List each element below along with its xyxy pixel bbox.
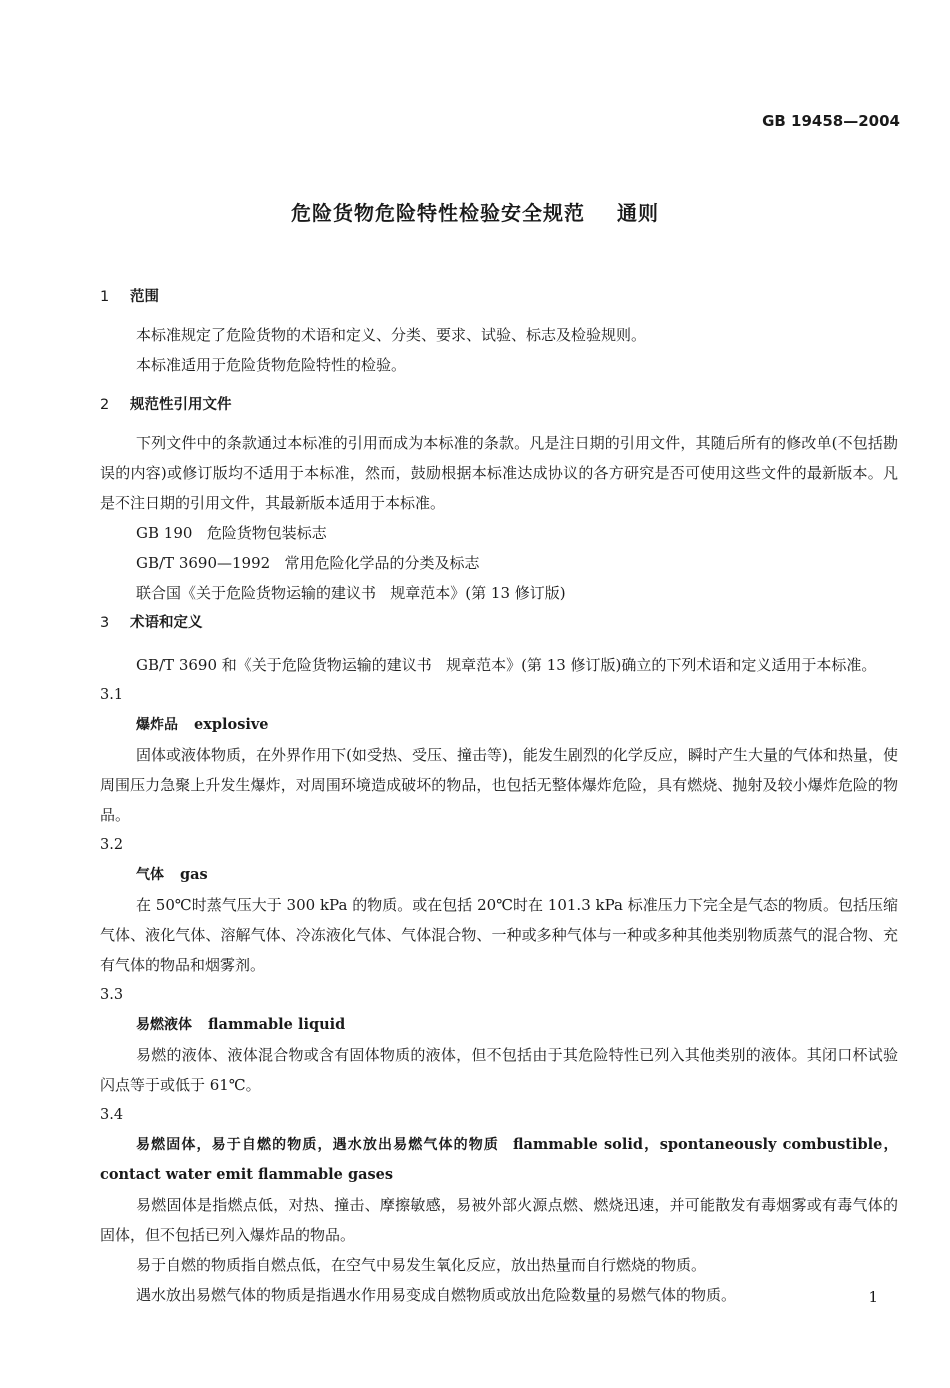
- title-sub: 通则: [617, 201, 659, 225]
- section-3: [100, 608, 898, 638]
- section-heading: [100, 608, 898, 638]
- normative-reference: 联合国《关于危险货物运输的建议书 规章范本》(第 13 修订版): [136, 584, 566, 602]
- section-title: 规范性引用文件: [130, 397, 232, 413]
- definition: 遇水放出易燃气体的物质是指遇水作用易变成自燃物质或放出危险数量的易燃气体的物质。: [136, 1286, 737, 1304]
- title-main: 危险货物危险特性检验安全规范: [291, 201, 585, 225]
- paragraph: 本标准规定了危险货物的术语和定义、分类、要求、试验、标志及检验规则。: [136, 326, 647, 344]
- term-en: flammable liquid: [208, 1016, 346, 1033]
- definition: 易燃固体是指燃点低，对热、撞击、摩擦敏感，易被外部火源点燃、燃烧迅速，并可能散发有毒烟雾或有毒气体的固体，但不包括已列入爆炸品的物品。: [100, 1196, 898, 1244]
- clause-number: 3.4: [100, 1107, 124, 1123]
- page-number: 1: [868, 1288, 878, 1306]
- term-en: explosive: [194, 716, 269, 733]
- section-2: [100, 390, 898, 420]
- section-1-body: [100, 320, 898, 380]
- section-number: 3: [100, 615, 110, 631]
- normative-reference: GB 190 危险货物包装标志: [136, 524, 327, 542]
- clause-number: 3.2: [100, 837, 124, 853]
- term-heading: [100, 1130, 898, 1190]
- section-3-body: [100, 650, 898, 1310]
- definition: 易于自燃的物质指自燃点低，在空气中易发生氧化反应，放出热量而自行燃烧的物质。: [136, 1256, 707, 1274]
- term-heading: [100, 1010, 898, 1040]
- paragraph: 下列文件中的条款通过本标准的引用而成为本标准的条款。凡是注日期的引用文件，其随后所有的修改单(不包括勘误的内容)或修订版均不适用于本标准，然而，鼓励根据本标准达成协议的各方研究是否可使用这些文件的最新版本。凡是不注日期的引用文件，其最新版本适用于本标准。: [100, 434, 898, 512]
- section-number: 2: [100, 397, 110, 413]
- document-title: [0, 197, 950, 226]
- term-cn: 气体: [136, 867, 164, 883]
- section-title: 范围: [130, 289, 159, 305]
- standard-code: GB 19458—2004: [762, 112, 900, 130]
- section-heading: [100, 390, 898, 420]
- paragraph: 本标准适用于危险货物危险特性的检验。: [136, 356, 407, 374]
- term-cn: 爆炸品: [136, 717, 178, 733]
- term-en: flammable solid，spontaneously combustible，contact water emit flammable gases: [100, 1136, 898, 1183]
- section-heading: [100, 282, 898, 312]
- clause-number: 3.1: [100, 687, 124, 703]
- section-number: 1: [100, 289, 110, 305]
- normative-reference: GB/T 3690—1992 常用危险化学品的分类及标志: [136, 554, 480, 572]
- term-heading: [100, 710, 898, 740]
- term-cn: 易燃固体，易于自燃的物质，遇水放出易燃气体的物质: [136, 1137, 499, 1153]
- term-heading: [100, 860, 898, 890]
- definition: 易燃的液体、液体混合物或含有固体物质的液体，但不包括由于其危险特性已列入其他类别的液体。其闭口杯试验闪点等于或低于 61℃。: [100, 1046, 898, 1094]
- definition: 固体或液体物质，在外界作用下(如受热、受压、撞击等)，能发生剧烈的化学反应，瞬时产生大量的气体和热量，使周围压力急聚上升发生爆炸，对周围环境造成破坏的物品，也包括无整体爆炸危险，具有燃烧、抛射及较小爆炸危险的物品。: [100, 746, 898, 824]
- definition: 在 50℃时蒸气压大于 300 kPa 的物质。或在包括 20℃时在 101.3 kPa 标准压力下完全是气态的物质。包括压缩气体、液化气体、溶解气体、冷冻液化气体、气体混合物、一种或多种气体与一种或多种其他类别物质蒸气的混合物、充有气体的物品和烟雾剂。: [100, 896, 898, 974]
- paragraph: GB/T 3690 和《关于危险货物运输的建议书 规章范本》(第 13 修订版)确立的下列术语和定义适用于本标准。: [136, 656, 877, 674]
- section-2-body: [100, 428, 898, 608]
- term-en: gas: [180, 866, 208, 883]
- section-title: 术语和定义: [130, 615, 203, 631]
- clause-number: 3.3: [100, 987, 124, 1003]
- section-1: [100, 282, 898, 312]
- term-cn: 易燃液体: [136, 1017, 192, 1033]
